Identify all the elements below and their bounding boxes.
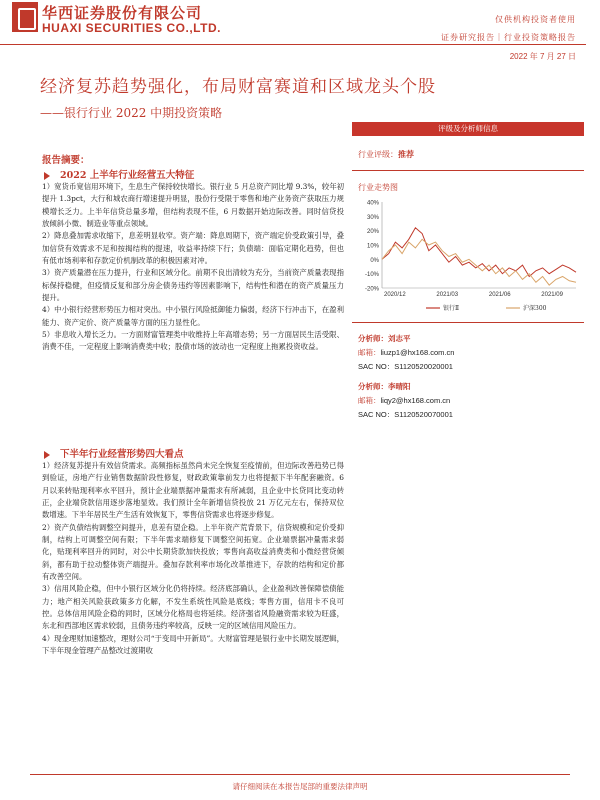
y-tick-label: 0%	[370, 257, 379, 264]
page-header	[0, 0, 600, 75]
paragraph: 1）经济复苏提升有效信贷需求。高频指标虽然尚未完全恢复至疫情前，但边际改善趋势已得到验证，房地产行业销售数据阶段性修复，财政政策靠前发力也将提振下半年配套融资。6 月以来转贴现利率水平回升，预计企业端票据冲量需求有所减弱，且企业中长贷同比变动转正，企业端贷款信用逐步落地显效。我们预计全年新增信贷投放 21 万亿元左右，保持双位数增速。下半年居民生产生活有效恢复下，零售信贷需求也将逐步修复。	[42, 461, 344, 520]
x-tick-label: 2021/06	[488, 292, 511, 298]
section-heading: 2022 上半年行业经营五大特征	[44, 167, 194, 181]
paragraph: 3）信用风险企稳，但中小银行区域分化仍将持续。经济底部确认，企业盈利改善保障偿债能力；地产相关风险获政策多方化解，不发生系统性风险是底线；零售方面，信用卡不良可控。总体信用风险企稳的同时，区域分化格局也将延续。经济强省风险融资需求较为旺盛，东北和西部地区需求较弱，且债务违约率较高，反映一定的区域信用风险压力。	[42, 584, 344, 631]
analyst-sac-no: SAC NO：S1120520070001	[358, 410, 453, 419]
y-tick-label: 40%	[366, 200, 379, 207]
legend-label: 银行Ⅱ	[443, 305, 460, 312]
y-tick-label: 10%	[366, 243, 379, 250]
rating-label: 行业评级：	[358, 150, 398, 159]
report-title: 经济复苏趋势强化，布局财富赛道和区域龙头个股	[40, 77, 436, 97]
report-category: 证券研究报告｜行业投资策略报告	[441, 33, 576, 42]
report-subtitle: ——银行行业 2022 中期投资策略	[40, 106, 223, 120]
sidebar-divider	[352, 322, 584, 323]
analyst-block	[358, 380, 453, 422]
y-tick-label: 20%	[366, 229, 379, 236]
report-date: 2022 年 7 月 27 日	[509, 52, 576, 61]
analyst-name: 刘志平	[388, 334, 411, 343]
x-tick-label: 2020/12	[384, 292, 406, 298]
legal-footer: 请仔细阅读在本报告尾部的重要法律声明	[232, 782, 368, 791]
header-divider	[0, 44, 586, 45]
industry-trend-chart	[356, 196, 582, 318]
section-body	[42, 460, 344, 658]
x-tick-label: 2021/03	[436, 292, 459, 298]
email-label: 邮箱：	[358, 396, 381, 405]
analyst-role-label: 分析师：	[358, 334, 388, 343]
analyst-sac-no: SAC NO：S1120520020001	[358, 362, 453, 371]
company-name-en: HUAXI SECURITIES CO.,LTD.	[42, 21, 221, 35]
legend-label: 沪深300	[523, 305, 547, 312]
paragraph: 2）资产负债结构调整空间提升，息差有望企稳。上半年资产荒背景下，信贷规模和定价受抑制，结构上可调整空间有限；下半年需求端修复下调整空间拓宽。企业端票据冲量需求弱化，贴现利率回升的同时，对公中长期贷款加快投放；零售向高收益消费类和小微经营贷倾斜，都有助于拉动整体资产端提升。叠加存款利率市场化改革推进下，存款的结构和定价都有改善空间。	[42, 522, 344, 582]
chart-svg	[356, 196, 582, 318]
analyst-block	[358, 332, 454, 374]
series-line	[382, 239, 576, 285]
paragraph: 4）中小银行经营形势压力相对突出。中小银行风险抵御能力偏弱，经济下行冲击下，在盈利能力、资产定价、资产质量等方面的压力显性化。	[42, 305, 344, 327]
section-body	[42, 181, 344, 354]
paragraph: 1）宽货币宽信用环境下，生息生产保持较快增长。银行业 5 月总资产同比增 9.3%，较年初提升 1.3pct，大行和城农商行增速提升明显，股份行受限于零售和地产业务资产获取压力规模增长乏力。上半年信贷总量多增，但结构表现不佳，6 月数据开始边际改善。同时信贷投放倾斜小微、制造业等重点领域。	[42, 182, 344, 229]
abstract-label: 报告摘要：	[42, 155, 90, 166]
y-tick-label: -20%	[364, 286, 379, 293]
company-logo-icon	[12, 2, 38, 32]
paragraph: 5）非息收入增长乏力。一方面财富管理类中收维持上年高增态势；另一方面居民生活受限、消费不佳，一定程度上影响消费类中收；股债市场的波动也一定程度上拖累投资收益。	[42, 330, 344, 352]
section-heading: 下半年行业经营形势四大看点	[44, 446, 184, 460]
paragraph: 4）现金理财加速整改，理财公司“于变局中开新局”。大财富管理是银行业中长期发展逻辑，下半年现金管理产品整改过渡期收	[42, 633, 344, 656]
sidebar-divider	[352, 170, 584, 171]
chart-title: 行业走势图	[358, 183, 398, 192]
paragraph: 3）资产质量潜在压力提升，行业和区域分化。前期不良出清较为充分，当前资产质量表现指标保持稳健，但疫情反复和部分房企债务违约等因素影响下，结构性和潜在的资产质量压力提升。	[42, 268, 344, 303]
series-line	[382, 228, 576, 277]
analyst-name: 李晴阳	[388, 382, 411, 391]
triangle-bullet-icon	[44, 451, 50, 459]
y-tick-label: -10%	[364, 272, 379, 279]
rating-value: 推荐	[398, 149, 414, 159]
audience-note: 仅供机构投资者使用	[495, 15, 576, 24]
x-tick-label: 2021/09	[541, 292, 564, 298]
analyst-email[interactable]: liqy2@hx168.com.cn	[380, 396, 451, 405]
analyst-role-label: 分析师：	[358, 382, 388, 391]
paragraph: 2）降息叠加需求收缩下，息差明显收窄。资产端：降息周期下，资产端定价受政策引导，叠加信贷有效需求不足和按揭结构的提速，收益率持续下行；负债端：面临定期化趋势，但也有低市场利率和存款定价机制改革的积极因素对冲。	[42, 231, 344, 266]
email-label: 邮箱：	[358, 348, 381, 357]
triangle-bullet-icon	[44, 172, 50, 180]
y-tick-label: 30%	[366, 214, 379, 221]
analyst-email[interactable]: liuzp1@hx168.com.cn	[380, 348, 455, 357]
footer-divider	[30, 774, 570, 775]
company-name-cn: 华西证券股份有限公司	[42, 4, 203, 22]
sidebar-header: 评级及分析师信息	[352, 122, 584, 136]
industry-rating	[358, 149, 414, 160]
